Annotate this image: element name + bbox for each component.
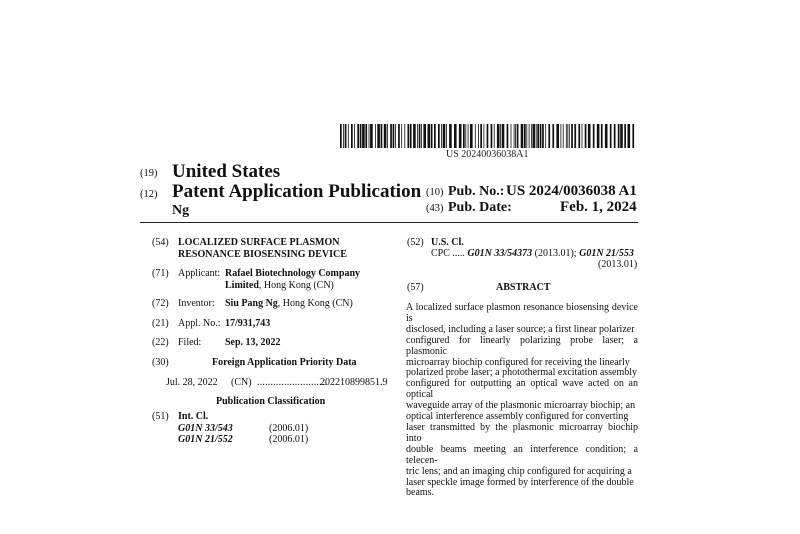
barcode-bar [404,124,405,148]
inid-code-52: (52) [407,237,424,248]
cpc-label: CPC [431,248,450,259]
barcode-bar [343,124,344,148]
inid-code-71: (71) [152,268,169,279]
barcode-bar [526,124,527,148]
barcode-bar [419,124,421,148]
barcode-bar [413,124,416,148]
barcode-bar [529,124,530,148]
barcode-bar [423,124,426,148]
barcode-bar [487,124,489,148]
barcode-bar [345,124,347,148]
barcode-bar [375,124,376,148]
abstract-heading: ABSTRACT [496,282,551,293]
int-cl-year-1: (2006.01) [269,423,309,434]
inid-code-22: (22) [152,337,169,348]
barcode-bar [536,124,537,148]
barcode-bar [585,124,587,148]
barcode-bar [578,124,580,148]
country-title: United States [172,161,281,182]
barcode-bar [431,124,433,148]
barcode-bar [438,124,440,148]
barcode-bar [365,124,367,148]
abstract-line: laser speckle image formed by interference of the double [406,476,634,488]
barcode-bar [428,124,431,148]
priority-number: 202210899851.9 [320,377,388,388]
publication-number-under-barcode: US 20240036038A1 [446,149,529,160]
barcode-bar [360,124,362,148]
applicant-location: , Hong Kong (CN) [258,280,334,291]
inid-code-54: (54) [152,237,169,248]
barcode-bar [605,124,608,148]
title-line-2: RESONANCE BIOSENSING DEVICE [178,249,347,260]
header-divider [140,222,638,223]
inid-code-12: (12) [140,189,158,200]
priority-date: Jul. 28, 2022 [166,377,218,388]
inid-code-10: (10) [426,187,444,198]
barcode-bar [628,124,631,148]
pub-date-label: Pub. Date: [448,200,512,215]
barcode-bar [384,124,387,148]
inid-code-21: (21) [152,318,169,329]
barcode-bar [524,124,526,148]
abstract-line: tric lens; and an imaging chip configured for acquiring a [406,465,632,477]
barcode-bar [537,124,539,148]
barcode-bar [362,124,365,148]
barcode-bar [556,124,559,148]
barcode-bar [624,124,626,148]
barcode-bar [434,124,436,148]
cpc-code-1: G01N 33/54373 [467,248,533,259]
barcode-bar [377,124,380,148]
barcode-bar [571,124,573,148]
abstract-line: optical interference assembly configured for converting [406,411,629,423]
cpc-code-2: G01N 21/553 [579,248,634,259]
barcode-bar [548,124,550,148]
barcode-bar [480,124,482,148]
barcode-bar [465,124,466,148]
barcode-bar [408,124,410,148]
cpc-year-1: (2013.01); [532,248,580,259]
int-cl-year-2: (2006.01) [269,434,309,445]
applicant-label: Applicant: [178,268,221,279]
barcode-bar [533,124,536,148]
barcode-bar [566,124,567,148]
barcode-bar [484,124,485,148]
applicant-name-cont: Limited [225,280,259,291]
barcode-bar [511,124,512,148]
barcode-bar [552,124,554,148]
priority-heading: Foreign Application Priority Data [212,357,357,368]
int-cl-code-1: G01N 33/543 [178,423,233,434]
abstract-line: polarized probe laser; a photothermal excitation assembly [406,367,638,379]
inventor-label: Inventor: [178,298,215,309]
barcode-bar [618,124,620,148]
barcode-bar [390,124,392,148]
title-line-1: LOCALIZED SURFACE PLASMON [178,237,340,248]
inid-code-43: (43) [426,203,444,214]
abstract-line: double beams meeting an interference condition; a telecen- [406,443,638,466]
barcode-bar [357,124,359,148]
abstract-line: A localized surface plasmon resonance biosensing device is [406,302,638,324]
barcode-bar [491,124,493,148]
barcode-bar [545,124,546,148]
barcode-bar [475,124,476,148]
barcode-bar [620,124,623,148]
barcode-bar [395,124,396,148]
barcode-bar [351,124,353,148]
barcode-bar [381,124,383,148]
barcode-bar [588,124,591,148]
barcode-bar [601,124,603,148]
barcode-bar [574,124,576,148]
barcode-bar [443,124,446,148]
abstract-line: configured for outputting an optical wave acted on an optical [406,378,638,401]
barcode-bar [478,124,479,148]
barcode-bar [421,124,422,148]
abstract-line: waveguide array of the plasmonic microarray biochip; an [406,400,636,412]
barcode-bar [497,124,500,148]
abstract-line: disclosed, including a laser source; a first linear polarizer [406,323,635,335]
abstract-line: laser transmitted by the plasmonic microarray biochip into [406,421,638,444]
cpc-year-2: (2013.01) [598,259,638,270]
inventor-location: , Hong Kong (CN) [277,298,353,309]
barcode-bar [502,124,505,148]
barcode-bar [401,124,402,148]
inid-code-19: (19) [140,168,158,179]
inventor-name: Siu Pang Ng [225,298,278,309]
barcode-bar [449,124,452,148]
barcode-bar [494,124,495,148]
barcode [340,124,638,148]
barcode-bar [500,124,501,148]
barcode-bar [514,124,515,148]
document-type-title: Patent Application Publication [172,181,422,202]
abstract-line: configured for linearly polarizing probe laser; a plasmonic [406,334,638,357]
cpc-dot-leader: ..... [452,248,465,259]
barcode-bar [340,124,342,148]
barcode-bar [521,124,524,148]
inid-code-72: (72) [152,298,169,309]
barcode-bar [370,124,373,148]
barcode-bar [517,124,519,148]
barcode-bar [507,124,509,148]
filed-date: Sep. 13, 2022 [225,337,281,348]
inventor-entry [225,298,353,310]
barcode-bar [410,124,412,148]
priority-dot-leader: .......................... [257,377,328,388]
barcode-bar [540,124,542,148]
barcode-bar [531,124,532,148]
barcode-bar [597,124,600,148]
int-cl-label: Int. Cl. [178,411,209,422]
us-cl-label: U.S. Cl. [431,237,464,248]
barcode-bar [468,124,469,148]
barcode-bar [393,124,395,148]
filed-label: Filed: [178,337,202,348]
barcode-bar [441,124,442,148]
barcode-bar [561,124,562,148]
abstract-line: beams. [406,487,435,499]
pub-date-value: Feb. 1, 2024 [560,199,637,215]
barcode-bar [417,124,418,148]
inid-code-30: (30) [152,357,169,368]
barcode-bar [542,124,544,148]
pub-no-label: Pub. No.: [448,184,505,199]
appl-no-label: Appl. No.: [178,318,221,329]
inid-code-57: (57) [407,282,424,293]
barcode-bar [515,124,516,148]
barcode-bar [459,124,462,148]
priority-country: (CN) [231,377,252,388]
barcode-bar [582,124,583,148]
barcode-bar [387,124,388,148]
classification-heading: Publication Classification [216,396,326,407]
barcode-bar [632,124,634,148]
appl-no-value: 17/931,743 [225,318,271,329]
abstract-body [406,303,638,499]
int-cl-code-2: G01N 21/552 [178,434,233,445]
barcode-bar [610,124,612,148]
applicant-name-line-1: Rafael Biotechnology Company [225,268,360,279]
pub-no-value: US 2024/0036038 A1 [506,183,637,199]
barcode-bar [348,124,349,148]
barcode-bar [614,124,616,148]
barcode-bar [398,124,400,148]
barcode-bar [454,124,457,148]
barcode-bar [463,124,465,148]
inventor-short-name: Ng [172,203,190,218]
barcode-bar [569,124,570,148]
barcode-bar [563,124,564,148]
barcode-bar [593,124,595,148]
barcode-bar [369,124,370,148]
barcode-bar [567,124,568,148]
barcode-bar [470,124,473,148]
barcode-bar [354,124,355,148]
barcode-bar [446,124,447,148]
inid-code-51: (51) [152,411,169,422]
applicant-name-line-2 [225,280,334,292]
abstract-line: microarray biochip configured for receiving the linearly [406,356,630,368]
